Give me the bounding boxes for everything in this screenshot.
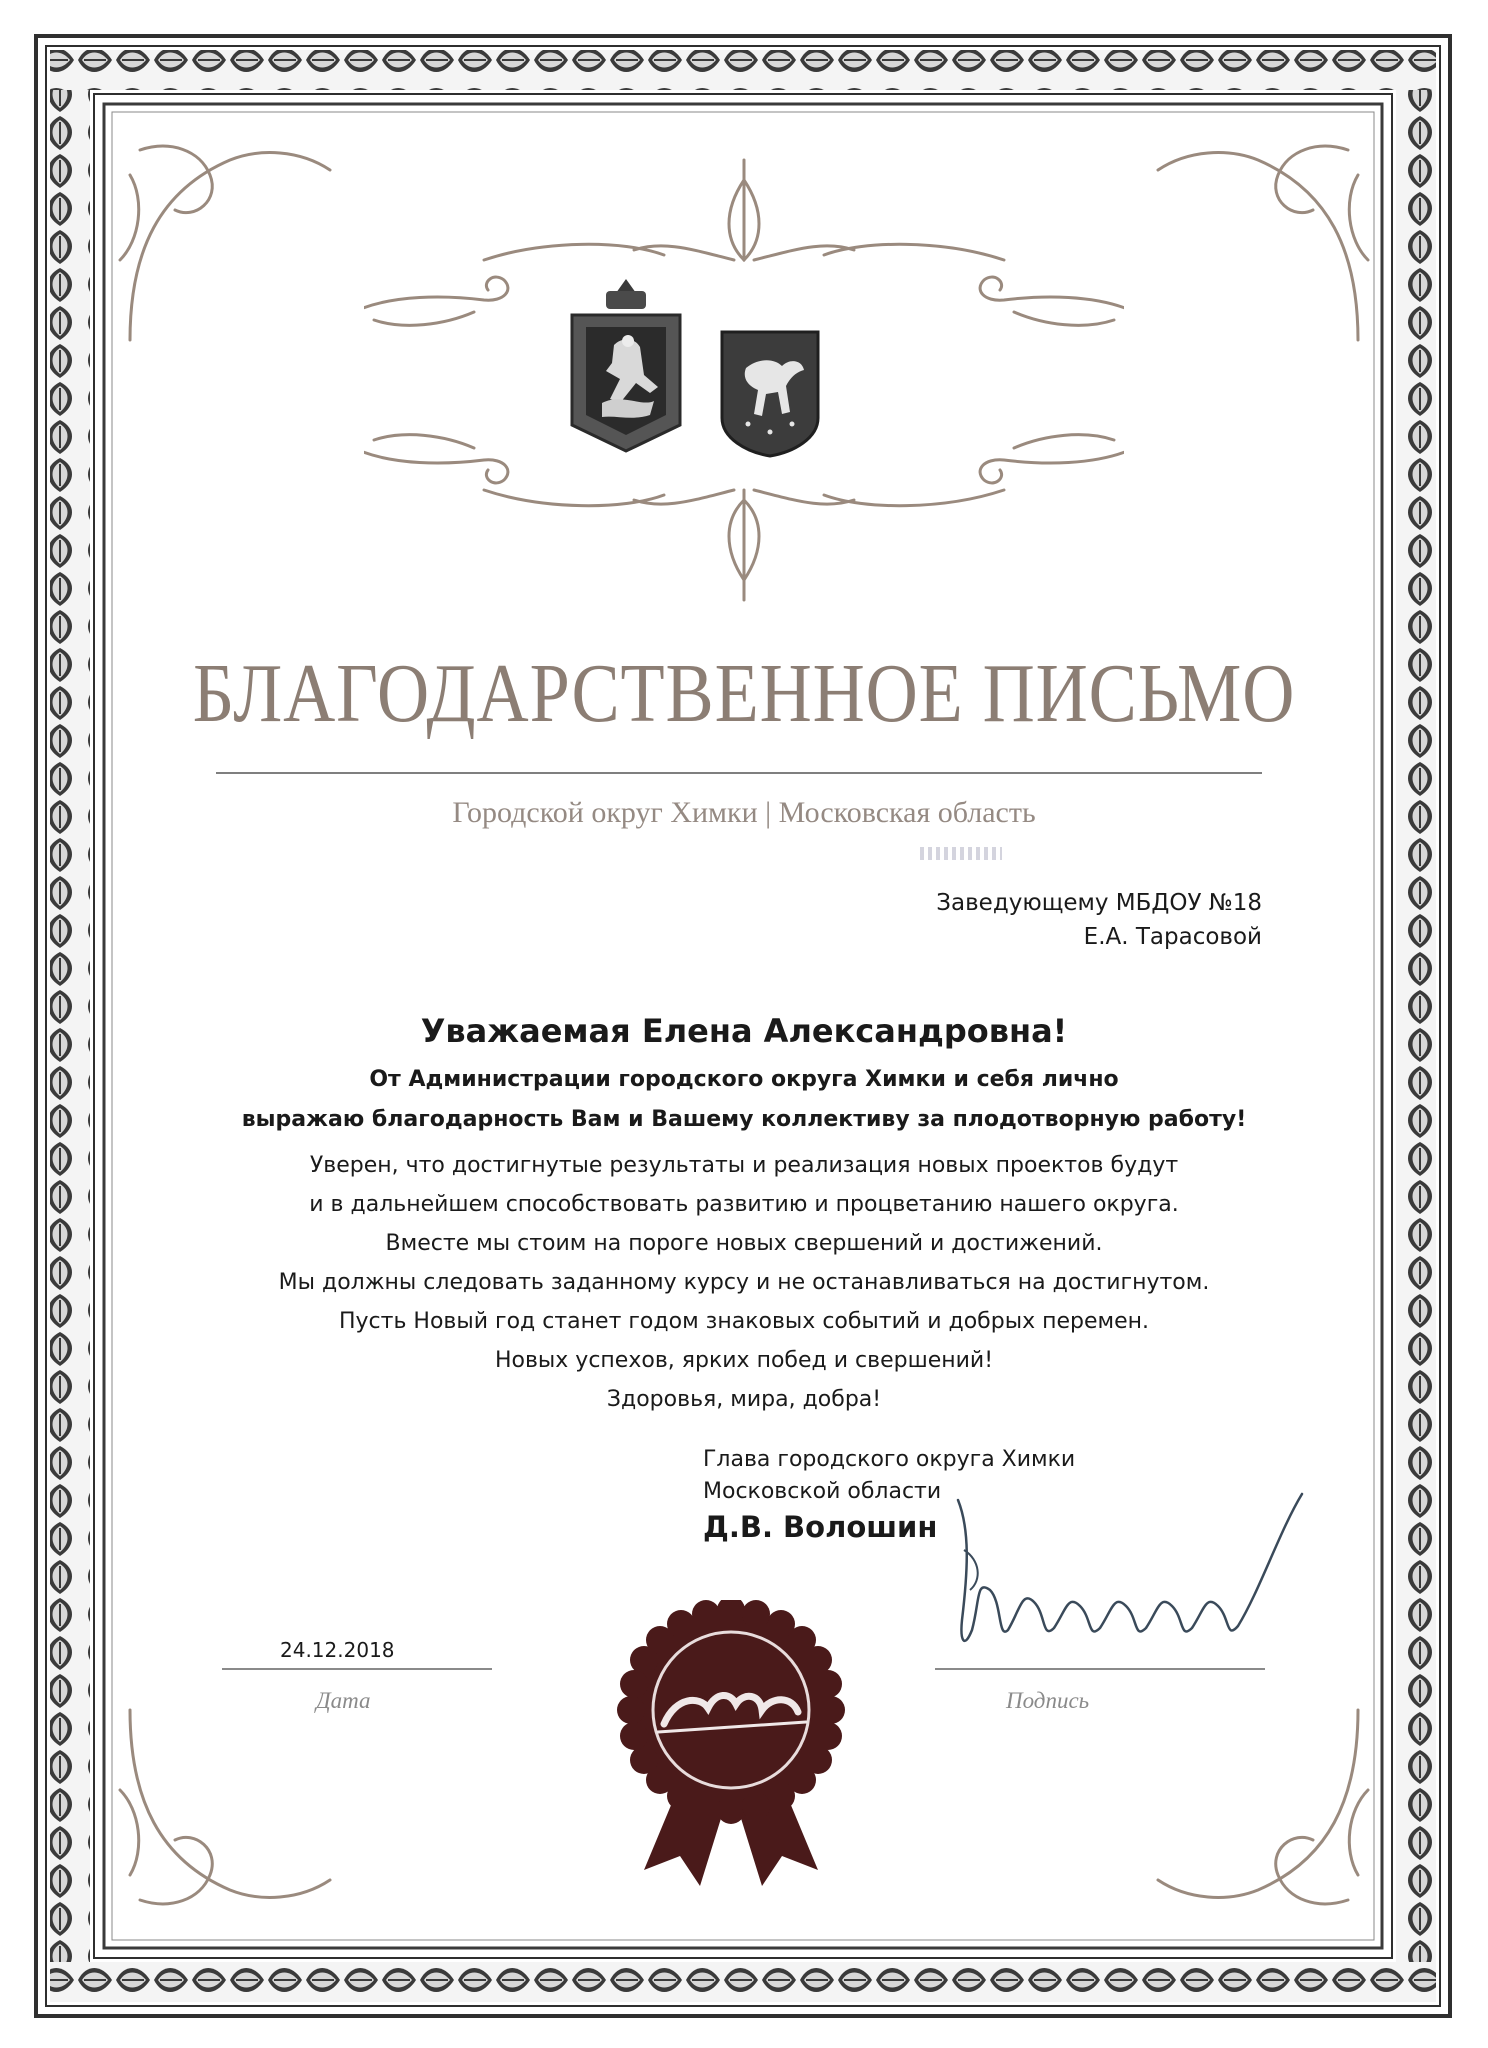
wishes-line: Здоровья, мира, добра!	[606, 1387, 882, 1412]
redacted-mark	[920, 847, 1002, 860]
khimki-seal	[596, 1600, 866, 1890]
wishes-line: Уверен, что достигнутые результаты и реализация новых проектов будут	[309, 1153, 1179, 1178]
wishes-line: Пусть Новый год станет годом знаковых событий и добрых перемен.	[338, 1309, 1150, 1334]
wishes-line: Мы должны следовать заданному курсу и не останавливаться на достигнутом.	[278, 1270, 1210, 1295]
recipient-block	[936, 886, 1262, 954]
handwritten-signature	[950, 1490, 1310, 1670]
khimki-coat-of-arms-icon	[718, 328, 822, 458]
date-label: Дата	[316, 1688, 371, 1713]
recipient-name: Е.А. Тарасовой	[1083, 924, 1262, 950]
signer-position-line: Московской области	[703, 1479, 942, 1504]
certificate-subtitle: Городской округ Химки | Московская область	[452, 796, 1036, 829]
signature-label: Подпись	[1006, 1688, 1090, 1713]
greeting: Уважаемая Елена Александровна!	[420, 1012, 1068, 1050]
wishes-paragraph	[0, 1146, 1488, 1419]
wishes-line: и в дальнейшем способствовать развитию и процветанию нашего округа.	[309, 1192, 1179, 1217]
intro-line: выражаю благодарность Вам и Вашему коллективу за плодотворную работу!	[241, 1107, 1247, 1132]
date-line	[222, 1668, 492, 1670]
intro-line: От Администрации городского округа Химки и себя лично	[369, 1067, 1119, 1092]
moscow-oblast-coat-of-arms-icon	[562, 275, 690, 455]
intro-paragraph	[0, 1060, 1488, 1140]
date-value: 24.12.2018	[280, 1638, 395, 1662]
wishes-line: Вместе мы стоим на пороге новых свершений и достижений.	[385, 1231, 1103, 1256]
signer-name: Д.В. Волошин	[703, 1510, 938, 1544]
wishes-line: Новых успехов, ярких побед и свершений!	[494, 1348, 994, 1373]
title-divider	[216, 772, 1262, 774]
recipient-position: Заведующему МБДОУ №18	[936, 890, 1262, 916]
signer-position-line: Глава городского округа Химки	[703, 1447, 1076, 1472]
certificate-title: БЛАГОДАРСТВЕННОЕ ПИСЬМО	[192, 647, 1296, 740]
